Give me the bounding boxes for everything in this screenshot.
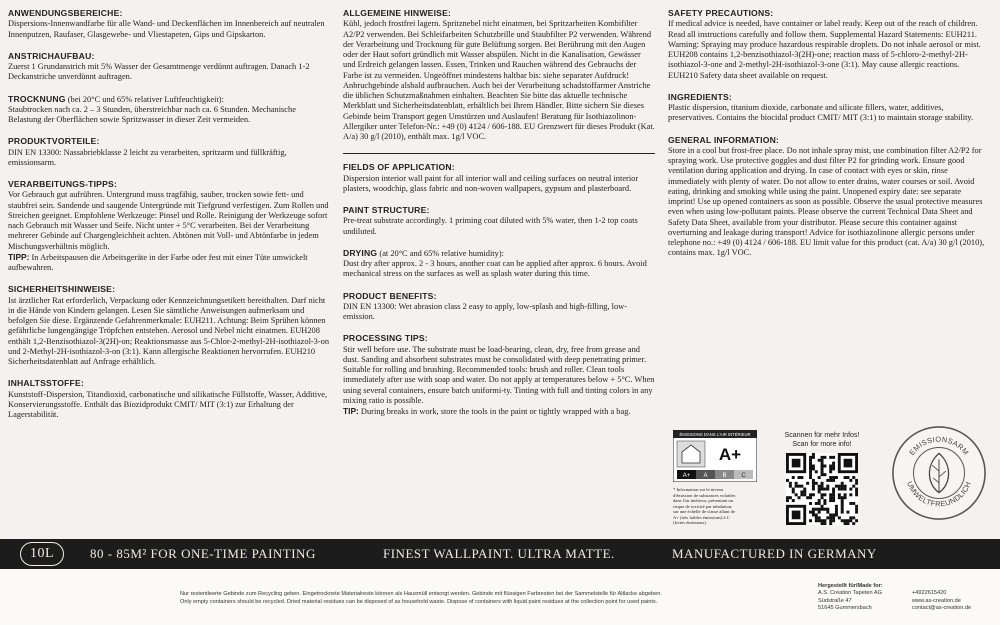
divider: [343, 153, 655, 154]
section-drying: [343, 248, 655, 280]
text-produkt: DIN EN 13300: Nassabriebklasse 2 leicht zu verarbeiten, spritzarm und füllkräftig, emissionsarm.: [8, 147, 287, 167]
text-trocknung: Staubtrocken nach ca. 2 – 3 Stunden, überstreichbar nach ca. 6 Stunden. Mechanische Belastung der Oberflächen sowie Spritzwasser in dieser Zeit vermeiden.: [8, 104, 296, 124]
note-drying: (at 20°C and 65% relative humidity):: [377, 248, 504, 258]
contact-email[interactable]: contact@as-creation.de: [912, 604, 972, 611]
section-trocknung: [8, 94, 330, 126]
tip-label-de: TIPP:: [8, 251, 30, 262]
text-general: Store in a cool but frost-free place. Do not inhale spray mist, use combination filter A2/P2 for spraying work. Use protective goggles and dust filter P2 for grinding work. Ensure good ventilation during application and drying. In case of contact with eyes or skin, rinse immediately with plenty of water. Do not allow to enter drains, water courses or soil. Avoid eating, drinking and smoking while using the paint. Unopened expiry date: see separate imprint! Use up opened containers as soon as possible. Observe the usual protective measures even when using low-pollutant paints. Please observe the current Technical Data Sheet and Safety Data Sheet, available from your distributor. Please secure this container against overturning and leakage during transport! Advice for isothiazolinone allergic persons under telephone no.: +49 (0) 4124 / 606-188. EU limit value for this product (cat. A/a) 30 g/l (2010), contains max. 1g/l VOC.: [668, 145, 985, 258]
german-column: [8, 8, 330, 431]
heading-benefits: PRODUCT BENEFITS:: [343, 290, 437, 301]
tip-verarbeitung: [8, 252, 330, 274]
heading-paint: PAINT STRUCTURE:: [343, 205, 430, 215]
heading-produkt: PRODUKTVORTEILE:: [8, 136, 100, 147]
note-trocknung: (bei 20°C und 65% relativer Luftfeuchtigkeit):: [65, 94, 224, 104]
section-safety: [668, 8, 990, 81]
text-anwendung: Dispersions-Innenwandfarbe für alle Wand- und Deckenflächen im Innenbereich auf neutralen Innenputzen, Raufaser, Glasgewebe- und Vliestapeten, Gips und Gipskarton.: [8, 19, 325, 39]
scale-c: C: [741, 473, 746, 479]
text-drying: Dust dry after approx. 2 - 3 hours, another coat can be applied after approx. 6 hours. Avoid mechanical stress on the surfaces as well as splash water during this time.: [343, 259, 647, 279]
contact-block: [912, 583, 971, 612]
section-allgemein: [343, 8, 655, 142]
text-anstrich: Zuerst 1 Grundanstrich mit 5% Wasser der Gesamtmenge verdünnt auftragen. Danach 1-2 Deckanstriche unverdünnt auftragen.: [8, 62, 310, 82]
section-anwendung: [8, 8, 330, 40]
heading-anstrich: ANSTRICHAUFBAU:: [8, 50, 95, 61]
tip-label-en: TIP:: [343, 406, 359, 416]
scale-b: B: [722, 473, 727, 479]
section-processing: [343, 333, 655, 417]
seal-top-text: EMISSIONSARM: [907, 434, 971, 457]
heading-trocknung: TROCKNUNG: [8, 93, 66, 104]
heading-sicherheit: SICHERHEITSHINWEISE:: [8, 284, 116, 295]
maker-label: Hergestellt für/Made for:: [818, 583, 883, 589]
eco-seal-icon: [890, 424, 988, 522]
heading-processing: PROCESSING TIPS:: [343, 333, 428, 344]
qr-code-icon[interactable]: [786, 453, 858, 525]
emission-grade: A+: [718, 445, 742, 464]
origin-text: MANUFACTURED IN GERMANY: [672, 546, 877, 561]
section-benefits: [343, 291, 655, 323]
maker-block: [818, 583, 883, 612]
qr-caption-en: Scan for more info!: [792, 440, 852, 448]
text-fields: Dispersion interior wall paint for all interior wall and ceiling surfaces on neutral interior plasters, woodchip, glass fabric and non-woven wallpapers, gypsum and plasterboard.: [343, 173, 639, 193]
contact-web[interactable]: www.as-creation.de: [912, 597, 961, 604]
section-general: [668, 135, 990, 259]
footer: [0, 569, 1000, 625]
emission-badge-icon: [673, 430, 757, 482]
disposal-de: Nur restentleerte Gebinde zum Recycling geben. Eingetrocknete Materialreste können als Hausmüll entsorgt werden. Gebinde mit flüssigen Farbresten bei der Sammelstelle für Altlacke abgeben.: [180, 591, 662, 597]
scale-a: A: [703, 473, 708, 479]
section-sicherheit: [8, 284, 330, 367]
section-anstrich: [8, 51, 330, 83]
middle-column: [343, 8, 655, 428]
contact-phone: +4922615420: [912, 590, 947, 597]
finish-text: FINEST WALLPAINT. ULTRA MATTE.: [383, 546, 615, 561]
text-processing: Stir well before use. The substrate must be load-bearing, clean, dry, free from grease and dust. Sanding and absorbent substrates must be consolidated with deep penetrating primer. Suitable for rolling and brushing. Recommended tools: brush and roller. Clean tools immediately after use with soap and water. Do not apply at temperatures below + 5°C. When using several containers, ensure batch uniformi-ty. Tinting with full and tinting colors in any mixing ratio is possible.: [343, 344, 655, 405]
section-inhalt: [8, 378, 330, 420]
coverage-text: 80 - 85M² FOR ONE-TIME PAINTING: [90, 546, 316, 561]
section-fields: [343, 162, 655, 194]
text-paint: Pre-treat substrate accordingly. 1 priming coat diluted with 5% water, then 1-2 top coats undiluted.: [343, 216, 638, 236]
seal-bottom-text: UMWELTFREUNDLICH: [905, 480, 973, 509]
section-paint: [343, 205, 655, 237]
text-inhalt: Kunststoff-Dispersion, Titandioxid, carbonatische und silikatische Füllstoffe, Wasser, Additive, Konservierungsstoffe. Enthält das Biozidprodukt CMIT/ MIT (3:1) zur Erhaltung der Lagerstabilität.: [8, 389, 328, 419]
volume-badge: 10L: [20, 542, 64, 566]
maker-line: A.S. Création Tapeten AG: [818, 590, 882, 597]
text-safety: If medical advice is needed, have container or label ready. Keep out of the reach of children. Read all instructions carefully and follow them. Supplemental Hazard Statements: EUH211. Warning: Spraying may produce hazardous respirable droplets. Do not inhale aerosol or mist. EUH208 contains 1,2-benzisothiazol-3(2H)-one; reaction mass of 5-chloro-2-methyl-2H-isothiazol-3-one and 2-methyl-2H-isothiazol-3-one (3:1). May cause allergic reactions. EUH210 Safety data sheet available on request.: [668, 19, 981, 80]
heading-inhalt: INHALTSSTOFFE:: [8, 378, 85, 389]
text-allgemein: Kühl, jedoch frostfrei lagern. Spritznebel nicht einatmen, bei Spritzarbeiten Kombifilter A2/P2 verwenden. Bei Schleifarbeiten Schutzbrille und Staubfilter P2 verwenden. Während der Verarbeitung und Trocknung für gute Belüftung sorgen. Bei Berührung mit den Augen oder der Haut sofort gründlich mit Wasser abspülen. Nicht in die Kanalisation, Gewässer und Erdreich gelangen lassen. Essen, Trinken und Rauchen während des Gebrauchs der Farbe ist zu vermeiden. Ungeöffnet mindestens haltbar bis: siehe separater Aufdruck! Anbruchgebinde alsbald aufbrauchen. Auch bei der Verarbeitung schadstoffarmer Anstriche die üblichen Schutzmaßnahmen einhalten. Beachten Sie bitte das aktuelle technische Merkblatt und Sicherheitsdatenblatt, erhältlich bei Ihrem Händler. Bitte sichern Sie dieses Gebinde beim Transport gegen Umstürzen und Auslaufen! Beratung für Isothiazolinon-Allergiker unter Telefon-Nr.: +49 (0) 4124 / 606-188. EU Grenzwert für dieses Produkt (Kat. A/a) 30 g/l (2010), enthält max. 1g/l VOC.: [343, 19, 655, 141]
text-ingredients: Plastic dispersion, titanium dioxide, carbonate and silicate fillers, water, additives, preservatives. Contains the biocidal product CMIT/ MIT (3:1) to maintain storage stability.: [668, 103, 974, 123]
maker-line: Südstraße 47: [818, 597, 852, 604]
qr-caption-de: Scannen für mehr Infos!: [784, 432, 860, 439]
text-verarbeitung: Vor Gebrauch gut aufrühren. Untergrund muss tragfähig, sauber, trocken sowie fett- und staubfrei sein. Sandende und saugende Untergründe mit Tiefgrund verfestigen. Zum Rollen und Streichen geeignet. Empfohlene Werkzeuge: Pinsel und Rolle. Reinigung der Werkzeuge sofort nach Gebrauch mit Wasser und Seife. Nicht unter + 5°C verarbeiten. Bei der Verarbeitung mehrerer Gebinde auf Chargengleichheit achten. Abtönen mit Voll- und Abtönfarbe in jedem Mischungsverhältnis möglich.: [8, 190, 329, 251]
scale-a-plus: A+: [682, 473, 691, 479]
section-produkt: [8, 136, 330, 168]
section-verarbeitung: [8, 179, 330, 273]
tip-text-en: During breaks in work, store the tools in the paint or tightly wrapped with a bag.: [358, 407, 631, 416]
text-benefits: DIN EN 13300: Wet abrasion class 2 easy to apply, low-splash and high-filling, low-emission.: [343, 301, 628, 321]
heading-verarbeitung: VERARBEITUNGS-TIPPS:: [8, 179, 118, 189]
tip-processing: [343, 406, 655, 417]
info-band: [0, 539, 1000, 569]
heading-safety: SAFETY PRECAUTIONS:: [668, 8, 774, 18]
disposal-en: Only empty containers should be recycled. Dried material residues can be disposed of as household waste. Dispose of containers with liquid paint residues at the collection point for used paints.: [180, 599, 658, 605]
emission-label: [673, 430, 757, 526]
heading-ingredients: INGREDIENTS:: [668, 91, 732, 102]
english-column: [668, 8, 990, 270]
heading-drying: DRYING: [343, 247, 378, 258]
heading-fields: FIELDS OF APPLICATION:: [343, 162, 455, 173]
text-sicherheit: Ist ärztlicher Rat erforderlich, Verpackung oder Kennzeichnungsetikett bereithalten. Darf nicht in die Hände von Kindern gelangen. Lesen Sie sämtliche Anweisungen aufmerksam und befolgen Sie diese. Ergänzende Gefahrenmerkmale: EUH211. Achtung: Beim Sprühen können gefährliche lungengängige Tröpfchen entstehen. Aerosol und Nebel nicht einatmen. EUH208 enthält 1,2-Benzisothiazol-3(2H)-on; Reaktionsmasse aus 5-Chlor-2-methyl-2H-isothiazol-3-on und 2-Methyl-2H-isothiazol-3-on (3:1). Kann allergische Reaktionen hervorrufen. EUH210 Sicherheitsdatenblatt auf Anfrage erhältlich.: [8, 295, 330, 366]
section-ingredients: [668, 92, 990, 124]
emission-title: ÉMISSIONS DANS L'AIR INTÉRIEUR: [679, 432, 751, 437]
emission-note: * Information sur le niveau d'émission de substances volatiles dans l'air intérieur, présentant un risque de toxicité par inhalation, sur une échelle de classe allant de A+ (très faibles émissions) à C (fortes émissions).: [673, 487, 736, 526]
maker-line: 51645 Gummersbach: [818, 604, 872, 611]
heading-general: GENERAL INFORMATION:: [668, 134, 780, 145]
qr-block: [778, 432, 866, 529]
heading-anwendung: ANWENDUNGSBEREICHE:: [8, 8, 123, 18]
heading-allgemein: ALLGEMEINE HINWEISE:: [343, 8, 452, 18]
tip-text-de: In Arbeitspausen die Arbeitsgeräte in der Farbe oder fest mit einer Tüte umwickelt aufbewahren.: [8, 252, 308, 272]
